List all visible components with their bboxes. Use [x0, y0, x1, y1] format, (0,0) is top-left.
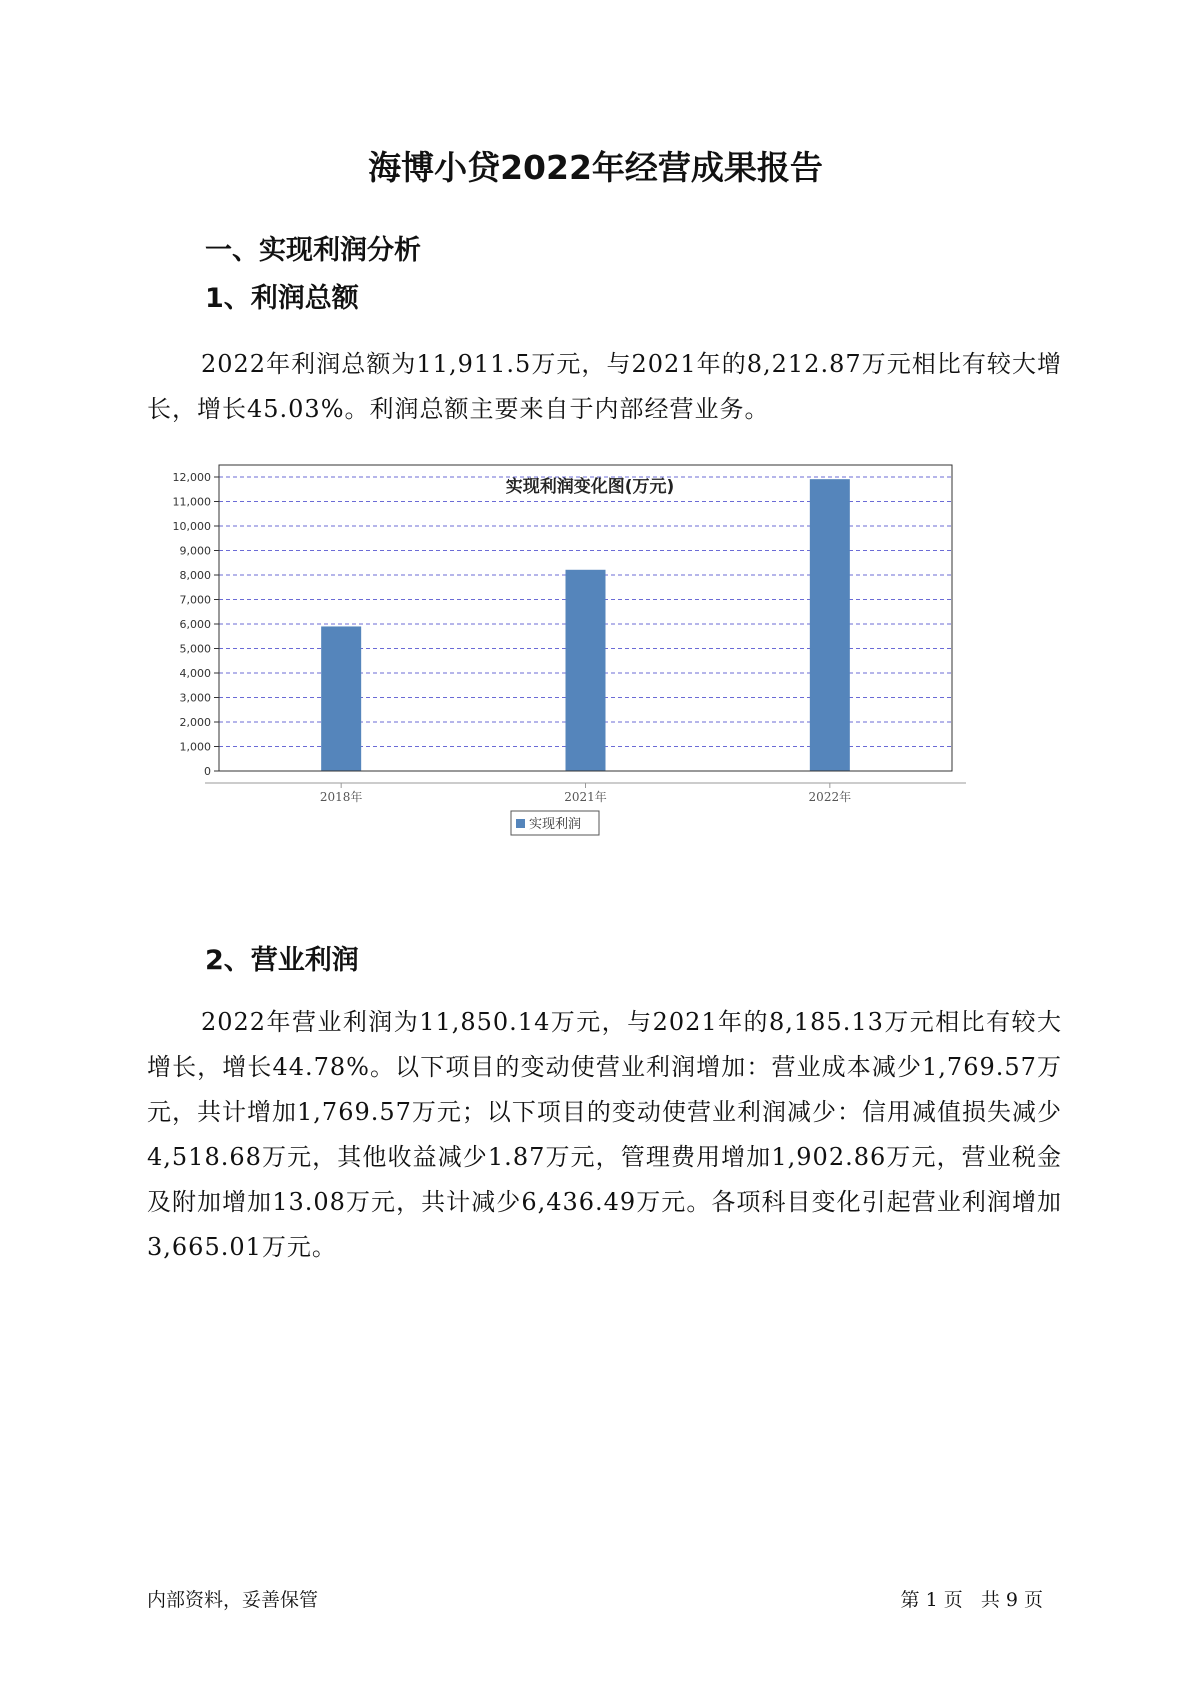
y-tick-label: 1,000	[179, 740, 211, 754]
y-tick-label: 9,000	[179, 544, 211, 558]
profit-chart-svg	[150, 455, 1030, 915]
x-tick-label: 2018年	[319, 790, 363, 804]
y-tick-label: 10,000	[172, 520, 211, 533]
chart-legend	[511, 811, 599, 835]
legend-label: 实现利润	[529, 817, 582, 832]
legend-swatch	[516, 819, 525, 828]
page-title: 海博小贷2022年经营成果报告	[368, 148, 823, 187]
y-tick-label: 0	[204, 765, 211, 778]
y-tick-label: 2,000	[179, 716, 211, 729]
total-profit-paragraph: 2022年利润总额为11,911.5万元，与2021年的8,212.87万元相比有较大增长，增长45.03%。利润总额主要来自于内部经营业务。	[147, 350, 1062, 423]
footer-page-number: 第 1 页 共 9 页	[900, 1589, 1043, 1611]
y-tick-label: 11,000	[172, 495, 211, 509]
y-tick-label: 4,000	[179, 667, 211, 680]
profit-chart	[150, 455, 1030, 915]
subsection-heading-operating-profit: 2、营业利润	[205, 945, 359, 976]
subsection-heading-total-profit: 1、利润总额	[205, 283, 359, 314]
x-tick-label: 2021年	[564, 790, 607, 804]
y-tick-label: 8,000	[179, 569, 211, 582]
bar-2018年	[321, 626, 361, 771]
y-tick-label: 3,000	[179, 691, 211, 705]
y-tick-label: 12,000	[172, 471, 211, 484]
x-tick-label: 2022年	[808, 790, 852, 804]
bar-2022年	[810, 479, 850, 771]
y-tick-label: 7,000	[179, 593, 211, 607]
section-heading: 一、实现利润分析	[205, 235, 421, 266]
y-tick-label: 5,000	[179, 642, 211, 656]
bar-2021年	[566, 570, 606, 771]
operating-profit-paragraph: 2022年营业利润为11,850.14万元，与2021年的8,185.13万元相比有较大增长，增长44.78%。以下项目的变动使营业利润增加：营业成本减少1,769.57万元，共计增加1,769.57万元；以下项目的变动使营业利润减少：信用减值损失减少4,518.68万元，其他收益减少1.87万元，管理费用增加1,902.86万元，营业税金及附加增加13.08万元，共计减少6,436.49万元。各项科目变化引起营业利润增加3,665.01万元。	[147, 1008, 1062, 1261]
chart-title: 实现利润变化图(万元)	[505, 477, 675, 497]
y-tick-label: 6,000	[179, 618, 211, 631]
footer-confidential-note: 内部资料，妥善保管	[147, 1589, 319, 1611]
